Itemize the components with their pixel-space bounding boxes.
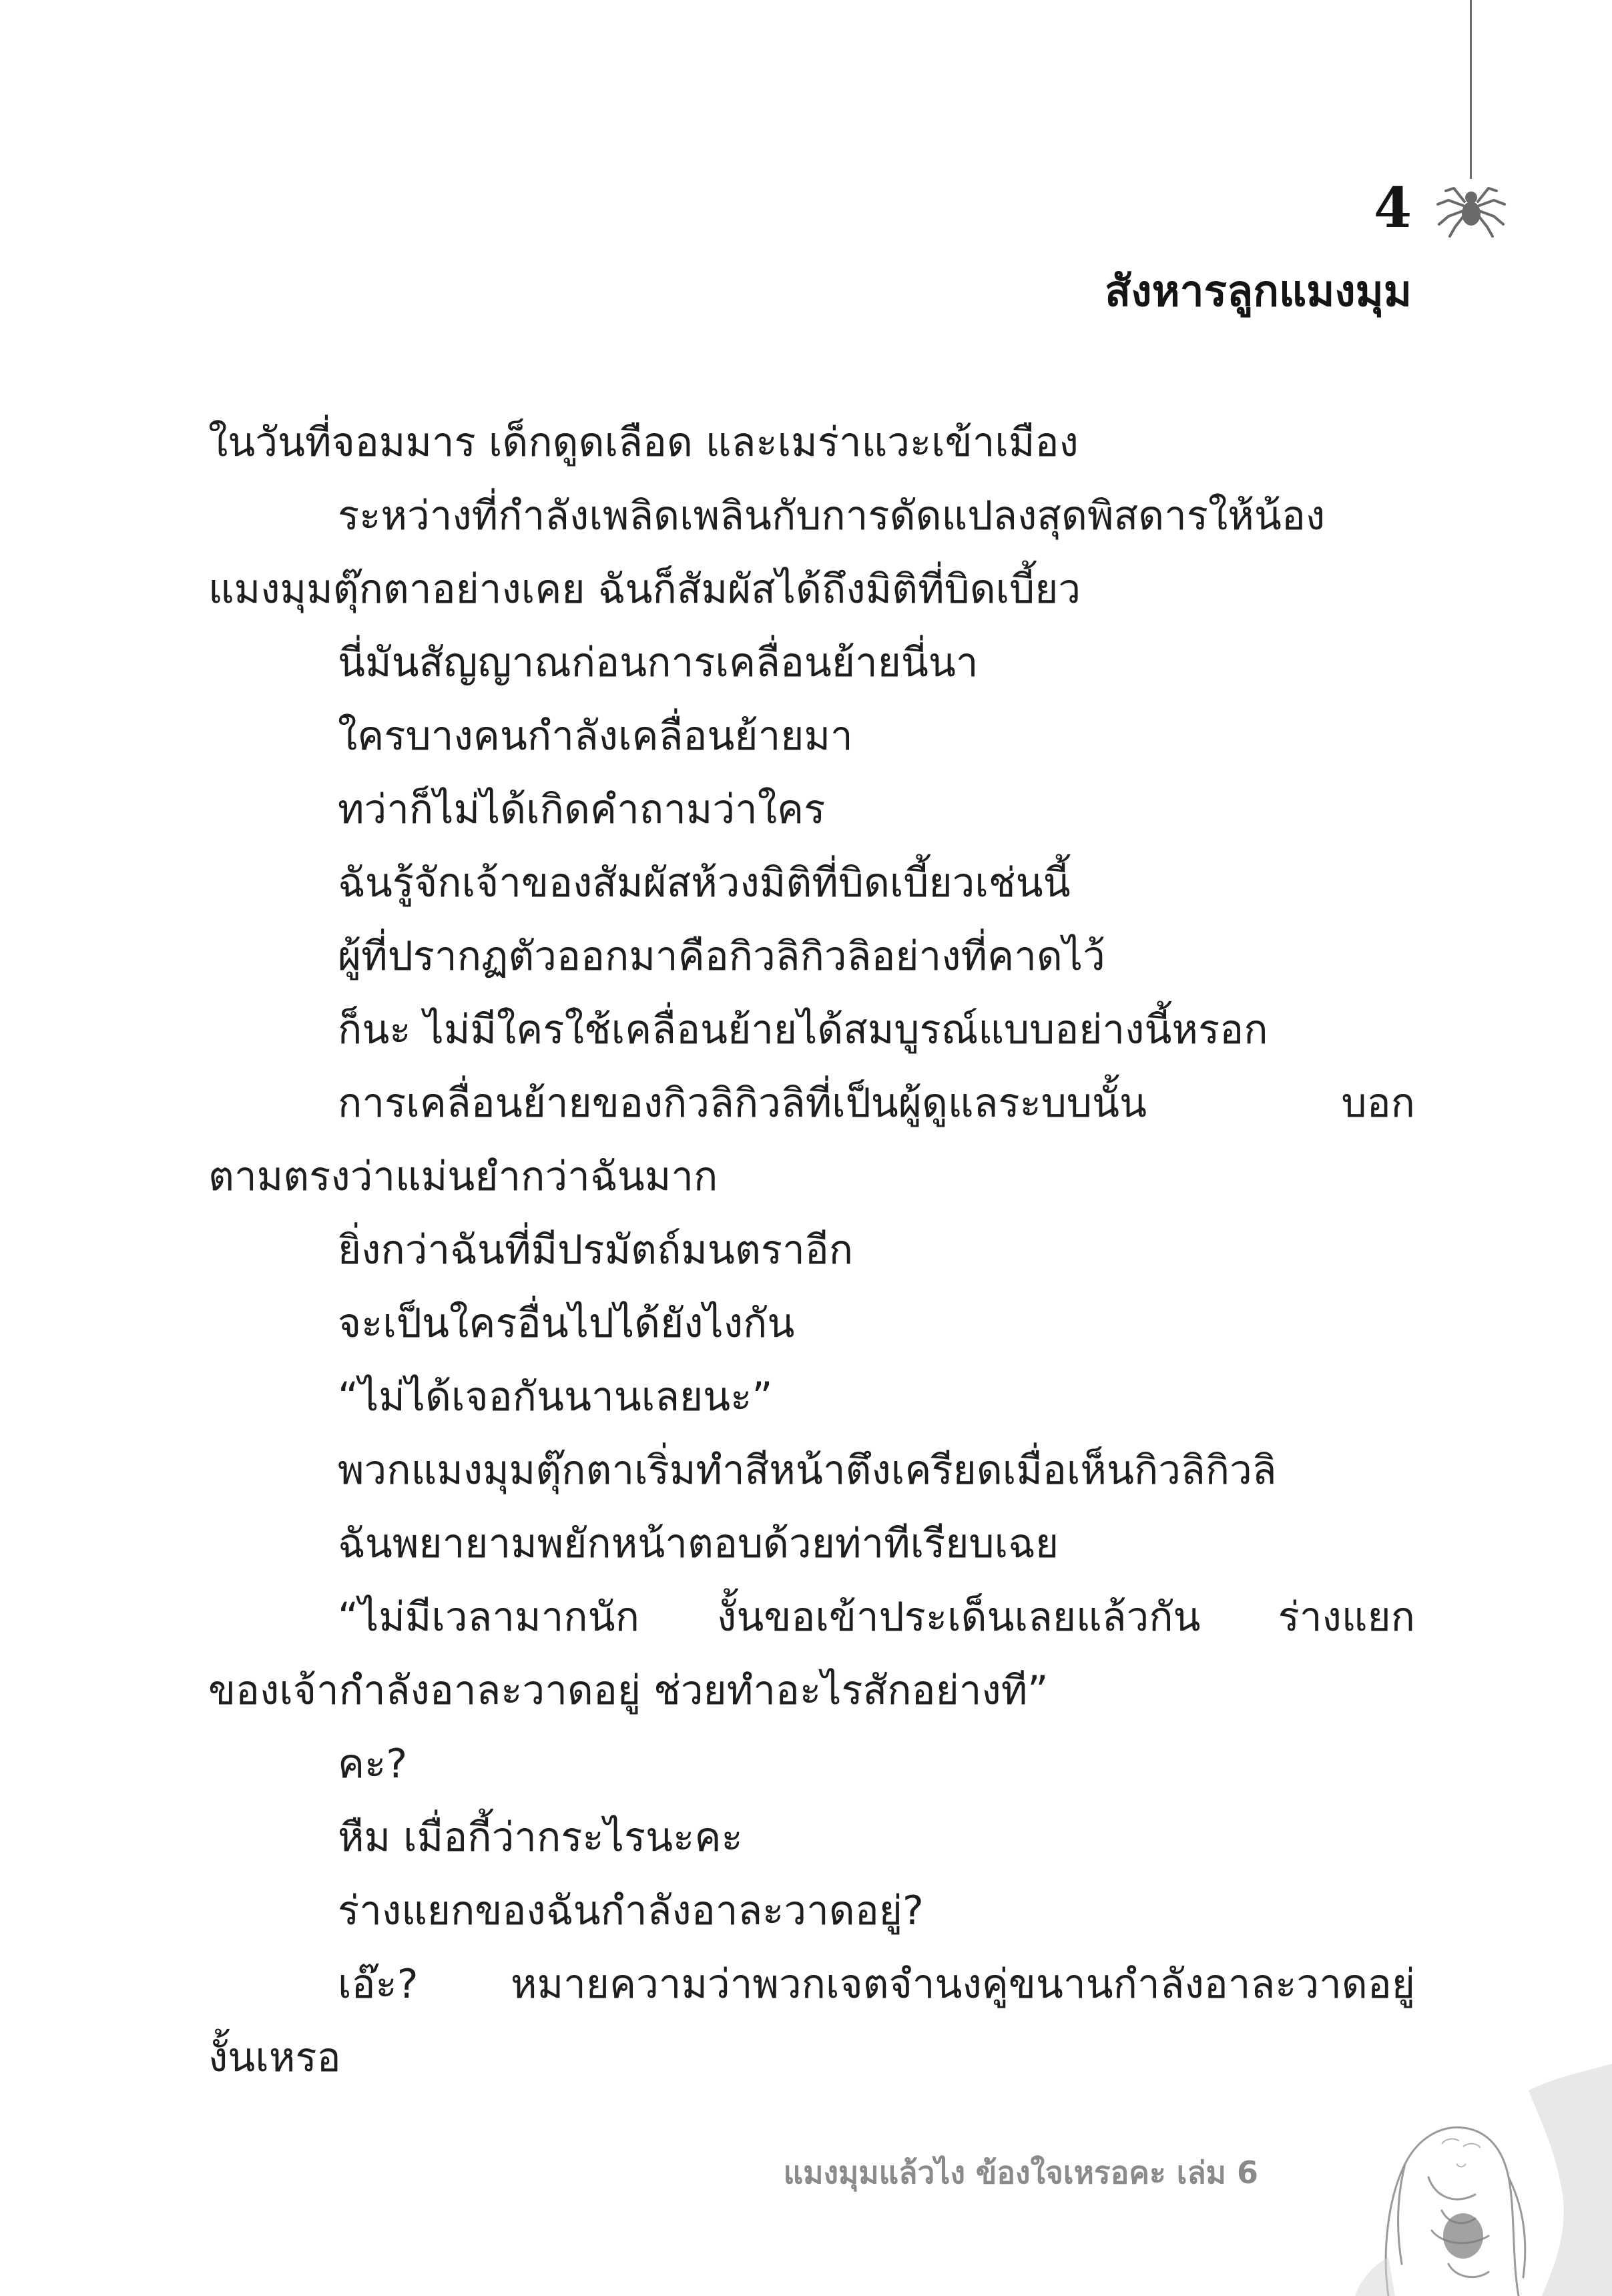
text-line: คะ? [338, 1741, 408, 1787]
text-line: ทว่าก็ไม่ได้เกิดคำถามว่าใคร [338, 786, 826, 833]
chapter-title: สังหารลูกแมงมุม [1105, 267, 1412, 316]
spider-thread [1470, 0, 1472, 179]
girl-illustration [1288, 2064, 1612, 2296]
text-line: จะเป็นใครอื่นไปได้ยังไงกัน [338, 1300, 795, 1347]
text-line: นี่มันสัญญาณก่อนการเคลื่อนย้ายนี่นา [338, 639, 979, 686]
chapter-number: 4 [1373, 176, 1412, 240]
text-line: พวกแมงมุมตุ๊กตาเริ่มทำสีหน้าตึงเครียดเมื่อเห็นกิวลิกิวลิ [338, 1447, 1277, 1494]
text-line: ยิ่งกว่าฉันที่มีปรมัตถ์มนตราอีก [338, 1227, 854, 1273]
text-line: ของเจ้ากำลังอาละวาดอยู่ ช่วยทำอะไรสักอย่างที” [208, 1667, 1049, 1714]
running-title: แมงมุมแล้วไง ข้องใจเหรอคะ เล่ม 6 [783, 2155, 1258, 2191]
text-line: หืม เมื่อกี้ว่ากระไรนะคะ [338, 1814, 743, 1861]
text-line: การเคลื่อนย้ายของกิวลิกิวลิที่เป็นผู้ดูแลระบบนั้น บอก [338, 1080, 1415, 1127]
text-line: ก็นะ ไม่มีใครใช้เคลื่อนย้ายได้สมบูรณ์แบบอย่างนี้หรอก [338, 1007, 1268, 1053]
spider-icon [1434, 175, 1509, 239]
body-text [208, 406, 1415, 2094]
text-line: ฉันรู้จักเจ้าของสัมผัสห้วงมิติที่บิดเบี้ยวเช่นนี้ [338, 860, 1071, 906]
text-line: ตามตรงว่าแม่นยำกว่าฉันมาก [208, 1153, 718, 1200]
text-line: “ไม่มีเวลามากนัก งั้นขอเข้าประเด็นเลยแล้วกัน ร่างแยก [338, 1594, 1415, 1641]
text-line: ฉันพยายามพยักหน้าตอบด้วยท่าทีเรียบเฉย [338, 1520, 1059, 1567]
text-line: เอ๊ะ? หมายความว่าพวกเจตจำนงคู่ขนานกำลังอาละวาดอยู่ [338, 1961, 1415, 2008]
text-line: ร่างแยกของฉันกำลังอาละวาดอยู่? [338, 1888, 924, 1934]
text-line: ผู้ที่ปรากฏตัวออกมาคือกิวลิกิวลิอย่างที่คาดไว้ [338, 933, 1105, 980]
text-line: งั้นเหรอ [208, 2034, 341, 2081]
text-line: แมงมุมตุ๊กตาอย่างเคย ฉันก็สัมผัสได้ถึงมิติที่บิดเบี้ยว [208, 566, 1081, 613]
text-line: “ไม่ได้เจอกันนานเลยนะ” [338, 1374, 773, 1420]
text-line: ระหว่างที่กำลังเพลิดเพลินกับการดัดแปลงสุดพิสดารให้น้อง [338, 493, 1326, 539]
text-line: ใครบางคนกำลังเคลื่อนย้ายมา [338, 713, 853, 760]
text-line: ในวันที่จอมมาร เด็กดูดเลือด และเมร่าแวะเข้าเมือง [208, 419, 1079, 466]
